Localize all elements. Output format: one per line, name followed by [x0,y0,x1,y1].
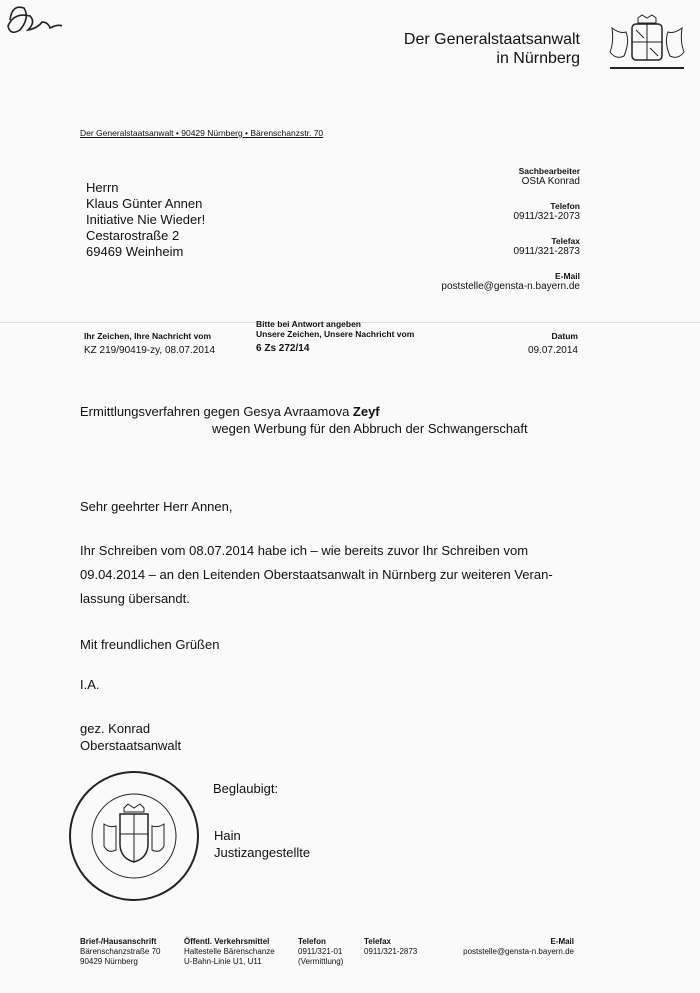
certifier [214,827,310,861]
signed-name: gez. Konrad [80,721,151,736]
salutation: Sehr geehrter Herr Annen, [80,499,233,514]
email-label: E-Mail [554,271,580,281]
recipient-line: Initiative Nie Wieder! [86,212,206,227]
bavarian-coat-of-arms-icon [602,14,692,74]
footer-fax [364,937,417,957]
footer-address-line: Bärenschanzstraße 70 [80,947,161,956]
footer-transit [184,937,275,967]
closing: Mit freundlichen Grüßen [80,637,220,652]
footer-address [80,937,161,967]
signature-block [80,720,580,754]
your-ref-label: Ihr Zeichen, Ihre Nachricht vom [84,331,212,341]
certifier-title: Justizangestellte [214,845,311,860]
footer-phone-label: Telefon [298,937,326,946]
letter-body [80,539,580,611]
recipient-line: Herrn [86,180,119,195]
certifier-name: Hain [214,828,241,843]
ia-marker: I.A. [80,677,100,692]
return-address: Der Generalstaatsanwalt • 90429 Nürnberg • Bärenschanzstr. 70 [80,128,324,138]
footer-fax-label: Telefax [364,937,391,946]
letterhead-title [404,30,580,68]
subject-prefix: Ermittlungsverfahren gegen Gesya Avraamova [80,404,353,419]
footer-transit-label: Öffentl. Verkehrsmittel [184,937,270,946]
subject-name: Zeyf [352,404,380,419]
subject [80,403,528,437]
footer-phone [298,937,343,967]
footer-transit-line: U-Bahn-Linie U1, U11 [184,957,262,966]
fax-label: Telefax [551,236,580,246]
body-line: Ihr Schreiben vom 08.07.2014 habe ich – wie bereits zuvor Ihr Schreiben vom [80,543,529,558]
recipient-line: 69469 Weinheim [86,244,184,259]
recipient-line: Cestarostraße 2 [86,228,180,243]
letterhead-line2: in Nürnberg [496,50,580,67]
date-value: 09.07.2014 [527,345,578,356]
signed-title: Oberstaatsanwalt [80,738,182,753]
your-reference [84,331,215,356]
date-label: Datum [551,331,578,341]
recipient-address [86,180,205,260]
subject-line2: wegen Werbung für den Abbruch der Schwangerschaft [212,421,528,436]
footer-email [463,937,574,957]
footer-fax-line: 0911/321-2873 [364,947,418,956]
body-line: 09.04.2014 – an den Leitenden Oberstaatsanwalt in Nürnberg zur weiteren Veran- [80,567,553,582]
footer-address-label: Brief-/Hausanschrift [80,937,157,946]
your-ref-value: KZ 219/90419-zy, 08.07.2014 [84,345,216,356]
phone-value: 0911/321-2073 [513,211,580,222]
footer-address-line: 90429 Nürnberg [80,957,138,966]
our-ref-value: 6 Zs 272/14 [256,343,310,354]
contact-block [441,160,580,292]
footer-phone-line: 0911/321-01 [298,947,343,956]
email-value: poststelle@gensta-n.bayern.de [441,281,580,292]
reply-note: Bitte bei Antwort angeben [256,319,361,329]
footer-email-label: E-Mail [550,937,574,946]
footer-phone-line: (Vermittlung) [298,957,344,966]
clerk-value: OStA Konrad [521,176,580,187]
clerk-label: Sachbearbeiter [518,166,580,176]
date-block [528,331,578,356]
footer-transit-line: Haltestelle Bärenschanze [184,947,275,956]
handwritten-signature [0,0,72,40]
certified-label: Beglaubigt: [213,781,279,796]
phone-label: Telefon [550,201,580,211]
our-reference [256,319,414,354]
recipient-line: Klaus Günter Annen [86,196,203,211]
official-seal-icon [66,768,202,904]
footer-email-line: poststelle@gensta-n.bayern.de [463,947,574,956]
letterhead-line1: Der Generalstaatsanwalt [403,31,580,48]
fax-value: 0911/321-2873 [513,246,580,257]
body-line: lassung übersandt. [80,591,190,606]
our-ref-label: Unsere Zeichen, Unsere Nachricht vom [256,329,415,339]
